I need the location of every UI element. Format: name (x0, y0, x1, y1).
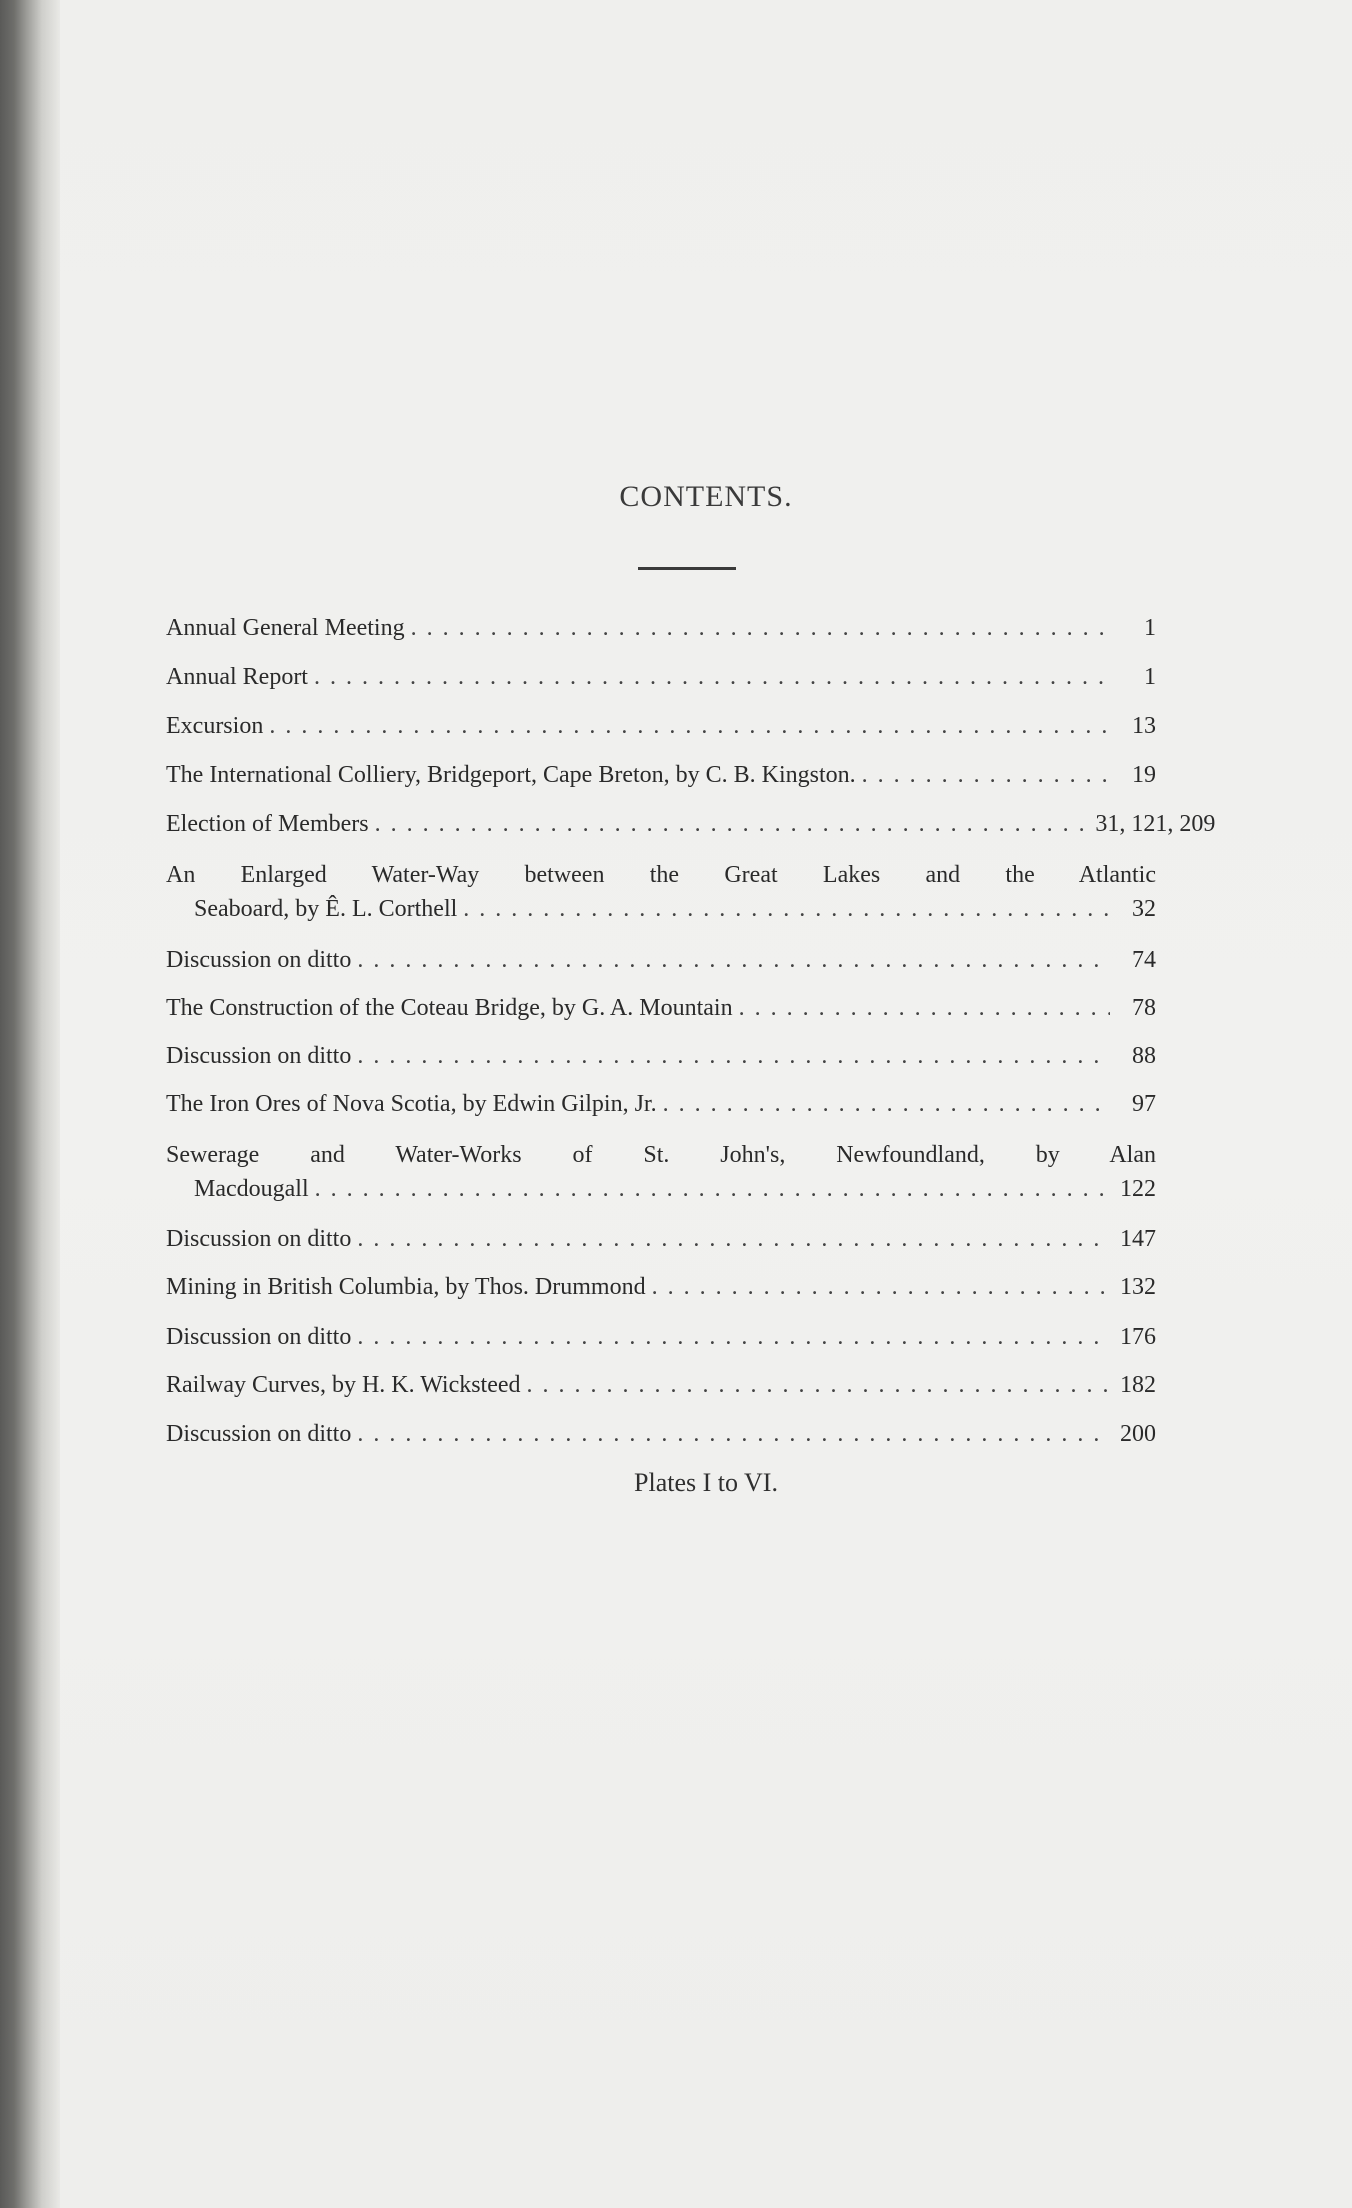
dot-leader (357, 1417, 1110, 1451)
toc-entry (166, 943, 1156, 977)
toc-entry (166, 758, 1156, 792)
toc-entry-page: 182 (1120, 1372, 1156, 1398)
toc-entry (166, 991, 1156, 1025)
toc-entry-page: 88 (1132, 1043, 1156, 1069)
title-rule (638, 567, 736, 570)
dot-leader (357, 1222, 1110, 1256)
toc-entry-page: 1 (1144, 615, 1156, 641)
dot-leader (463, 892, 1110, 926)
toc-entry (166, 1087, 1156, 1121)
toc-entry (166, 1368, 1156, 1402)
toc-entry (166, 1320, 1156, 1354)
toc-entry-title: Railway Curves, by H. K. Wicksteed (166, 1372, 521, 1398)
toc-entry-title: Discussion on ditto (166, 1226, 352, 1252)
dot-leader (357, 1320, 1110, 1354)
dot-leader (739, 991, 1110, 1025)
toc-entry-page: 176 (1120, 1324, 1156, 1350)
toc-entry-page: 97 (1132, 1091, 1156, 1117)
dot-leader (357, 1039, 1110, 1073)
toc-entry-title: Annual Report (166, 664, 308, 690)
dot-leader (357, 943, 1110, 977)
toc-entry (166, 709, 1156, 743)
dot-leader (314, 660, 1110, 694)
contents-page (60, 0, 1352, 2208)
toc-entry-page: 74 (1132, 947, 1156, 973)
toc-entry-page: 122 (1120, 1176, 1156, 1202)
toc-entry-page: 32 (1132, 896, 1156, 922)
dot-leader (375, 807, 1090, 841)
toc-entry-title: Discussion on ditto (166, 1421, 352, 1447)
toc-entry-page: 78 (1132, 995, 1156, 1021)
toc-entry (166, 1222, 1156, 1256)
toc-entry-title: Macdougall (194, 1176, 309, 1202)
dot-leader (652, 1270, 1110, 1304)
toc-entry-title: Annual General Meeting (166, 615, 405, 641)
page-title: CONTENTS. (619, 480, 793, 513)
toc-entry-title: Discussion on ditto (166, 1324, 352, 1350)
toc-entry-page: 132 (1120, 1274, 1156, 1300)
dot-leader (862, 758, 1110, 792)
toc-entry (166, 807, 1216, 841)
toc-entry-title: The Iron Ores of Nova Scotia, by Edwin Gilpin, Jr. (166, 1091, 657, 1117)
book-spine-edge (0, 0, 60, 2208)
toc-entry (166, 611, 1156, 645)
toc-entry (166, 858, 1156, 926)
toc-entry-title: Seaboard, by Ê. L. Corthell (194, 896, 458, 922)
toc-entry-title-line1: Sewerage and Water-Works of St. John's, Newfoundland, by Alan (166, 1142, 1156, 1168)
toc-entry-title-line1: An Enlarged Water-Way between the Great Lakes and the Atlantic (166, 862, 1156, 888)
toc-entry-page: 1 (1144, 664, 1156, 690)
dot-leader (663, 1087, 1110, 1121)
dot-leader (411, 611, 1110, 645)
dot-leader (315, 1172, 1110, 1206)
toc-entry-page: 19 (1132, 762, 1156, 788)
toc-entry-page: 147 (1120, 1226, 1156, 1252)
toc-entry (166, 1138, 1156, 1206)
toc-entry-title: Excursion (166, 713, 264, 739)
toc-entry-title: Discussion on ditto (166, 947, 352, 973)
plates-note: Plates I to VI. (634, 1468, 778, 1497)
toc-entry (166, 660, 1156, 694)
toc-entry-title: Mining in British Columbia, by Thos. Drummond (166, 1274, 646, 1300)
dot-leader (527, 1368, 1110, 1402)
toc-entry-page: 13 (1132, 713, 1156, 739)
toc-entry (166, 1270, 1156, 1304)
toc-entry-title: The Construction of the Coteau Bridge, by G. A. Mountain (166, 995, 733, 1021)
dot-leader (269, 709, 1110, 743)
toc-entry-page: 200 (1120, 1421, 1156, 1447)
toc-entry-title: Election of Members (166, 811, 369, 837)
toc-entry-page: 31, 121, 209 (1095, 811, 1216, 837)
toc-entry (166, 1039, 1156, 1073)
toc-entry (166, 1417, 1156, 1451)
toc-entry-title: Discussion on ditto (166, 1043, 352, 1069)
toc-entry-title: The International Colliery, Bridgeport, Cape Breton, by C. B. Kingston. (166, 762, 856, 788)
